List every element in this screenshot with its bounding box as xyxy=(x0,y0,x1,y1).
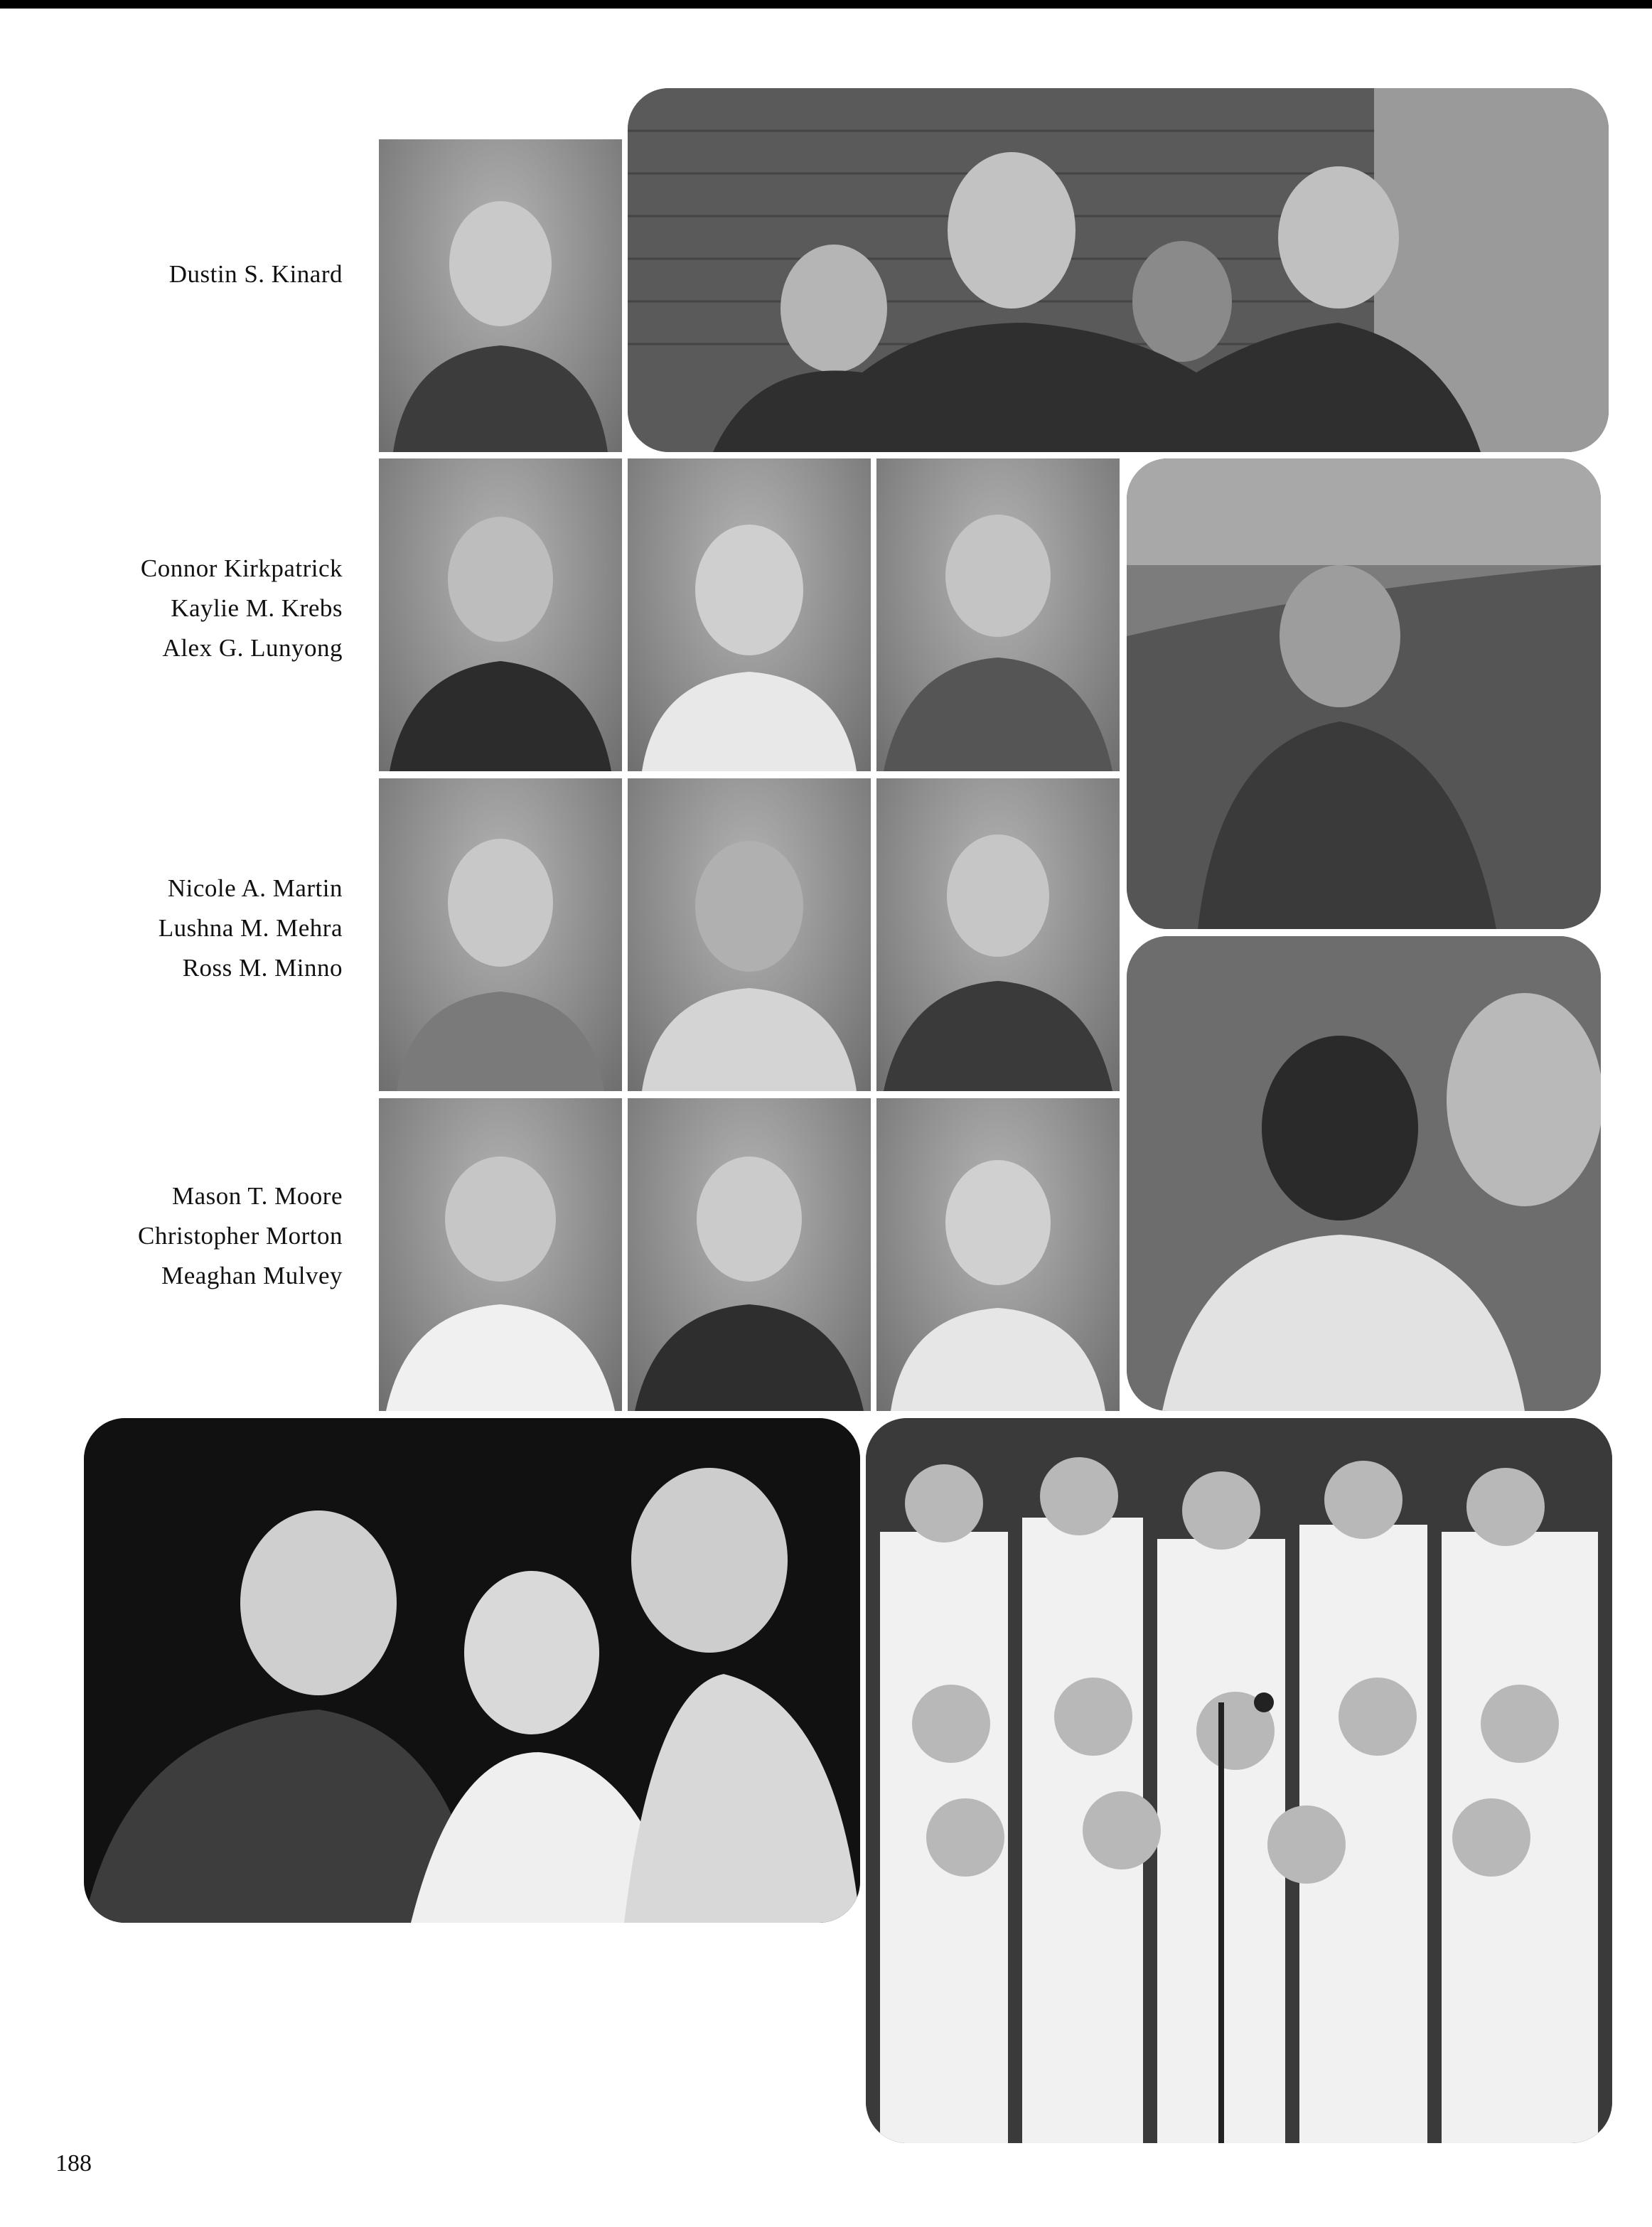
candid-photo-boy-pokemon xyxy=(1127,936,1601,1411)
student-name: Lushna M. Mehra xyxy=(158,914,343,942)
student-name: Meaghan Mulvey xyxy=(161,1262,343,1289)
student-name: Dustin S. Kinard xyxy=(168,260,343,288)
portrait-kaylie-krebs xyxy=(628,458,871,771)
name-group-2 xyxy=(64,549,343,668)
portrait-connor-kirkpatrick xyxy=(379,458,622,771)
student-name: Kaylie M. Krebs xyxy=(171,594,343,622)
student-name: Ross M. Minno xyxy=(182,954,343,982)
portrait-lushna-mehra xyxy=(628,778,871,1091)
student-name: Nicole A. Martin xyxy=(167,874,343,902)
top-border xyxy=(0,0,1652,9)
portrait-ross-minno xyxy=(876,778,1120,1091)
student-name: Connor Kirkpatrick xyxy=(140,554,343,582)
candid-photo-choir-performance xyxy=(866,1418,1612,2143)
portrait-nicole-martin xyxy=(379,778,622,1091)
page-number: 188 xyxy=(55,2150,92,2177)
student-name: Christopher Morton xyxy=(137,1222,343,1250)
portrait-dustin-kinard xyxy=(379,139,622,452)
candid-photo-group-brick-wall xyxy=(628,88,1609,452)
candid-photo-smiling-trio xyxy=(84,1418,860,1923)
portrait-mason-moore xyxy=(379,1098,622,1411)
portrait-christopher-morton xyxy=(628,1098,871,1411)
portrait-meaghan-mulvey xyxy=(876,1098,1120,1411)
name-group-3 xyxy=(64,869,343,988)
name-group-1 xyxy=(64,254,343,294)
candid-photo-girl-costume xyxy=(1127,458,1601,929)
name-group-4 xyxy=(64,1176,343,1296)
portrait-alex-lunyong xyxy=(876,458,1120,771)
student-name: Mason T. Moore xyxy=(172,1182,343,1210)
student-name: Alex G. Lunyong xyxy=(162,634,343,662)
